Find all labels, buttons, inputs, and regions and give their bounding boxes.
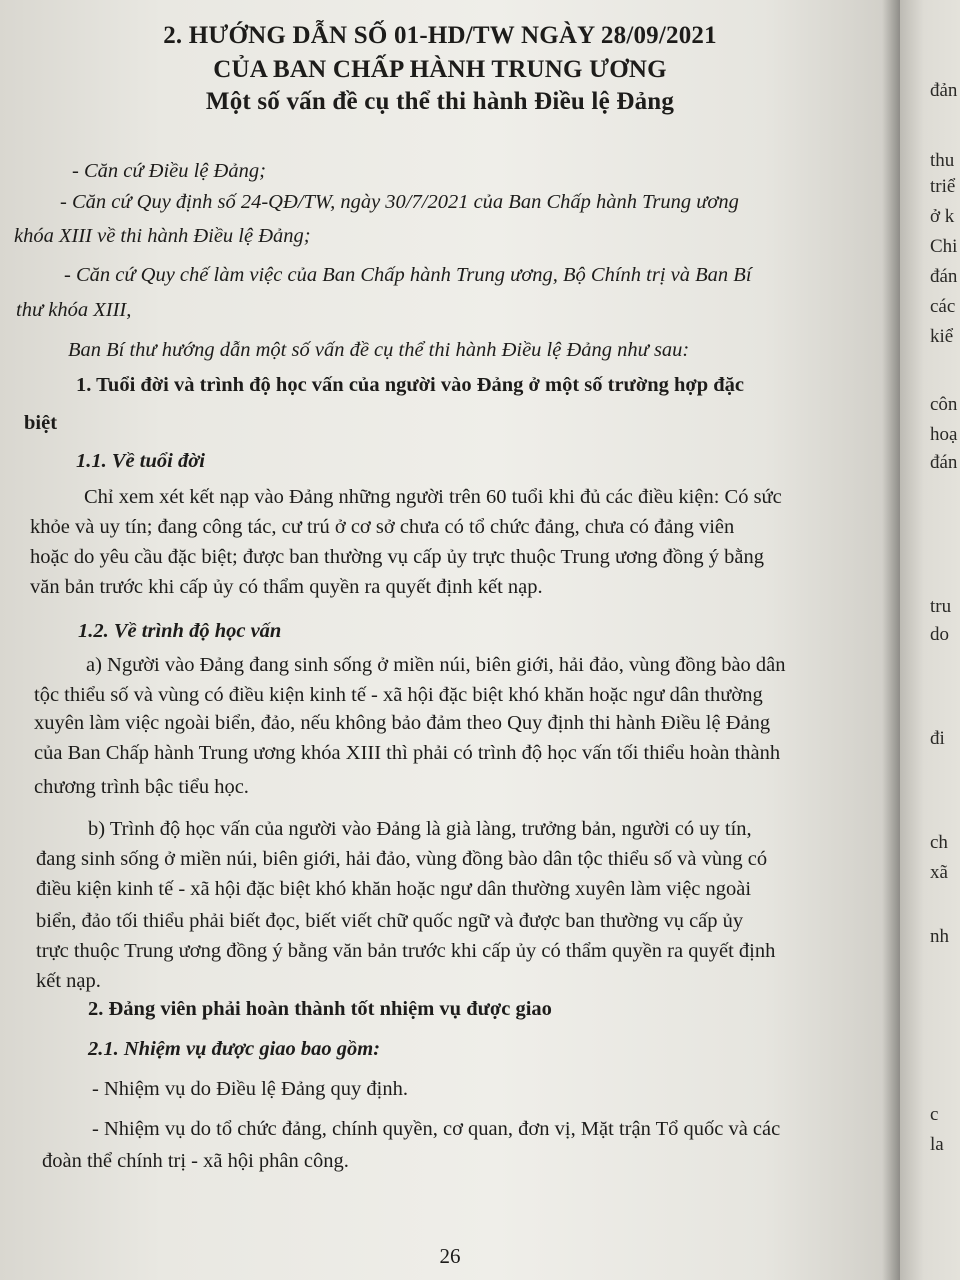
page-number: 26 (439, 1244, 461, 1268)
text-line: biển, đảo tối thiểu phải biết đọc, biết viết chữ quốc ngữ và được ban thường vụ cấp ủy (36, 910, 744, 932)
right-page-fragment: đản (930, 80, 958, 101)
right-page-fragment: đi (930, 728, 945, 749)
right-page-fragment: các (930, 296, 956, 317)
text-line: đang sinh sống ở miền núi, biên giới, hải đảo, vùng đồng bào dân tộc thiểu số và vùng có (36, 848, 768, 870)
section-heading: 1. Tuổi đời và trình độ học vấn của người vào Đảng ở một số trường hợp đặc (76, 374, 745, 396)
text-line: thư khóa XIII, (16, 299, 132, 321)
text-line: - Căn cứ Quy định số 24-QĐ/TW, ngày 30/7/2021 của Ban Chấp hành Trung ương (60, 191, 739, 213)
text-line: - Căn cứ Quy chế làm việc của Ban Chấp hành Trung ương, Bộ Chính trị và Ban Bí (64, 264, 752, 286)
right-page-fragment: đán (930, 266, 958, 287)
document-heading-line-3: Một số vấn đề cụ thể thi hành Điều lệ Đảng (205, 88, 675, 115)
subsection-heading: 1.1. Về tuổi đời (76, 450, 205, 472)
text-line: - Nhiệm vụ do Điều lệ Đảng quy định. (92, 1078, 408, 1100)
right-page-fragment: Chi (930, 236, 958, 257)
document-heading-line-2: CỦA BAN CHẤP HÀNH TRUNG ƯƠNG (213, 56, 667, 83)
section-heading: biệt (24, 412, 58, 434)
text-line: Chỉ xem xét kết nạp vào Đảng những người trên 60 tuổi khi đủ các điều kiện: Có sức (84, 486, 782, 508)
text-line: xuyên làm việc ngoài biển, đảo, nếu không bảo đảm theo Quy định thi hành Điều lệ Đảng (34, 712, 771, 734)
text-line: của Ban Chấp hành Trung ương khóa XIII thì phải có trình độ học vấn tối thiểu hoàn thành (34, 742, 781, 764)
document-heading-line-1: 2. HƯỚNG DẪN SỐ 01-HD/TW NGÀY 28/09/2021 (163, 22, 717, 49)
section-heading: 2. Đảng viên phải hoàn thành tốt nhiệm vụ được giao (88, 998, 552, 1020)
right-page-fragment: ch (930, 832, 948, 853)
right-page-fragment: la (930, 1134, 944, 1155)
right-page-fragment: thu (930, 150, 955, 171)
text-line: khóa XIII về thi hành Điều lệ Đảng; (14, 225, 311, 247)
text-line: hoặc do yêu cầu đặc biệt; được ban thường vụ cấp ủy trực thuộc Trung ương đồng ý bằng (30, 546, 764, 568)
right-page-fragment: xã (930, 862, 948, 883)
right-page-fragment: đán (930, 452, 958, 473)
text-line: - Nhiệm vụ do tổ chức đảng, chính quyền, cơ quan, đơn vị, Mặt trận Tổ quốc và các (92, 1118, 781, 1140)
book-page-right-edge (900, 0, 960, 1280)
right-page-fragment: triể (930, 176, 956, 197)
text-line: kết nạp. (36, 970, 101, 992)
right-page-fragment: nh (930, 926, 949, 947)
subsection-heading: 2.1. Nhiệm vụ được giao bao gồm: (88, 1038, 381, 1060)
right-page-fragment: côn (930, 394, 958, 415)
text-line: khỏe và uy tín; đang công tác, cư trú ở cơ sở chưa có tổ chức đảng, chưa có đảng viên (30, 516, 735, 538)
text-line: trực thuộc Trung ương đồng ý bằng văn bản trước khi cấp ủy có thẩm quyền ra quyết định (36, 940, 776, 962)
text-line: - Căn cứ Điều lệ Đảng; (72, 160, 266, 182)
right-page-fragment: c (930, 1104, 939, 1125)
text-line: văn bản trước khi cấp ủy có thẩm quyền ra quyết định kết nạp. (30, 576, 543, 598)
right-page-fragment: hoạ (930, 424, 958, 445)
right-page-fragment: ở k (930, 206, 955, 227)
text-line: Ban Bí thư hướng dẫn một số vấn đề cụ thể thi hành Điều lệ Đảng như sau: (68, 339, 690, 361)
right-page-fragment: tru (930, 596, 952, 617)
right-page-fragment: kiể (930, 326, 954, 347)
text-line: a) Người vào Đảng đang sinh sống ở miền núi, biên giới, hải đảo, vùng đồng bào dân (86, 654, 786, 676)
subsection-heading: 1.2. Về trình độ học vấn (78, 620, 282, 642)
right-page-fragment: do (930, 624, 949, 645)
text-line: đoàn thể chính trị - xã hội phân công. (42, 1150, 349, 1172)
text-line: chương trình bậc tiểu học. (34, 776, 249, 798)
text-line: tộc thiểu số và vùng có điều kiện kinh tế - xã hội đặc biệt khó khăn hoặc ngư dân thường (34, 684, 763, 706)
text-line: điều kiện kinh tế - xã hội đặc biệt khó khăn hoặc ngư dân thường xuyên làm việc ngoài (36, 878, 752, 900)
text-line: b) Trình độ học vấn của người vào Đảng là già làng, trưởng bản, người có uy tín, (88, 818, 752, 840)
